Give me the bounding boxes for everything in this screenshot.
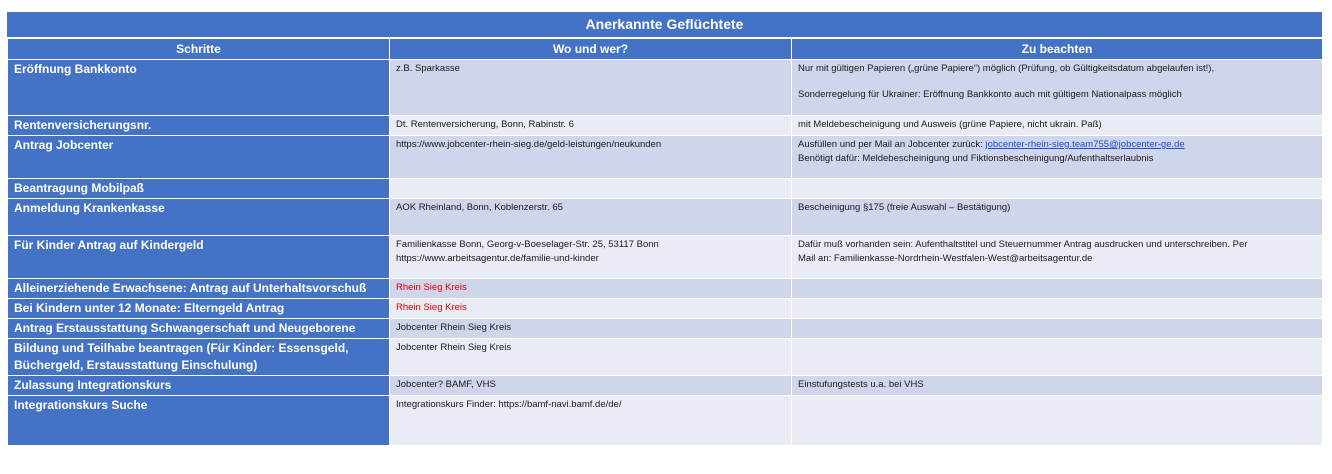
where-cell: Integrationskurs Finder: https://bamf-navi.bamf.de/de/ [390, 396, 792, 446]
steps-table [7, 38, 1323, 446]
table-row [8, 179, 1323, 199]
note-cell [792, 60, 1323, 116]
note-text-2: Sonderregelung für Ukrainer: Eröffnung Bankkonto auch mit gültigem Nationalpass möglich [798, 89, 1182, 100]
note-text: Dafür muß vorhanden sein: Aufenthaltstitel und Steuernummer Antrag ausdrucken und unterschreiben. Per [798, 239, 1248, 250]
step-cell: Bildung und Teilhabe beantragen (Für Kinder: Essensgeld, Büchergeld, Erstausstattung Einschulung) [8, 339, 390, 376]
step-cell: Eröffnung Bankkonto [8, 60, 390, 116]
table-row [8, 199, 1323, 236]
note-cell [792, 279, 1323, 299]
note-cell: Bescheinigung §175 (freie Auswahl – Bestätigung) [792, 199, 1323, 236]
where-cell: Rhein Sieg Kreis [390, 279, 792, 299]
note-cell: mit Meldebescheinigung und Ausweis (grüne Papiere, nicht ukrain. Paß) [792, 116, 1323, 136]
step-cell: Zulassung Integrationskurs [8, 376, 390, 396]
where-cell [390, 179, 792, 199]
note-cell: Einstufungstests u.a. bei VHS [792, 376, 1323, 396]
note-text-2: Mail an: Familienkasse-Nordrhein-Westfalen-West@arbeitsagentur.de [798, 253, 1093, 264]
step-cell: Alleinerziehende Erwachsene: Antrag auf Unterhaltsvorschuß [8, 279, 390, 299]
note-cell [792, 319, 1323, 339]
table-row [8, 136, 1323, 179]
table-row [8, 236, 1323, 279]
header-steps: Schritte [8, 39, 390, 60]
spreadsheet [7, 12, 1322, 446]
where-cell: z.B. Sparkasse [390, 60, 792, 116]
step-cell: Anmeldung Krankenkasse [8, 199, 390, 236]
where-cell: Rhein Sieg Kreis [390, 299, 792, 319]
step-cell: Integrationskurs Suche [8, 396, 390, 446]
where-cell: https://www.jobcenter-rhein-sieg.de/geld-leistungen/neukunden [390, 136, 792, 179]
email-link[interactable]: jobcenter-rhein-sieg.team755@jobcenter-ge.de [985, 139, 1185, 150]
table-row [8, 116, 1323, 136]
table-row [8, 319, 1323, 339]
header-row [8, 39, 1323, 60]
note-cell [792, 136, 1323, 179]
step-cell: Antrag Erstausstattung Schwangerschaft und Neugeborene [8, 319, 390, 339]
note-text-2: Benötigt dafür: Meldebescheinigung und Fiktionsbescheinigung/Aufenthaltserlaubnis [798, 153, 1154, 164]
where-cell: Jobcenter Rhein Sieg Kreis [390, 339, 792, 376]
where-cell: Jobcenter? BAMF, VHS [390, 376, 792, 396]
note-cell [792, 396, 1323, 446]
where-cell [390, 236, 792, 279]
table-row [8, 396, 1323, 446]
where-text: Familienkasse Bonn, Georg-v-Boeselager-Str. 25, 53117 Bonn [396, 239, 659, 250]
where-cell: Jobcenter Rhein Sieg Kreis [390, 319, 792, 339]
note-cell [792, 236, 1323, 279]
table-row [8, 339, 1323, 376]
step-cell: Antrag Jobcenter [8, 136, 390, 179]
step-cell: Beantragung Mobilpaß [8, 179, 390, 199]
where-cell: Dt. Rentenversicherung, Bonn, Rabinstr. 6 [390, 116, 792, 136]
note-cell [792, 299, 1323, 319]
note-cell [792, 179, 1323, 199]
step-cell: Für Kinder Antrag auf Kindergeld [8, 236, 390, 279]
table-row [8, 376, 1323, 396]
header-notes: Zu beachten [792, 39, 1323, 60]
note-cell [792, 339, 1323, 376]
table-row [8, 299, 1323, 319]
step-cell: Bei Kindern unter 12 Monate: Elterngeld Antrag [8, 299, 390, 319]
note-text: Ausfüllen und per Mail an Jobcenter zurück: [798, 139, 986, 150]
note-text: Nur mit gültigen Papieren („grüne Papiere“) möglich (Prüfung, ob Gültigkeitsdatum abgelaufen ist!), [798, 63, 1215, 74]
where-url: https://www.arbeitsagentur.de/familie-und-kinder [396, 253, 599, 264]
step-cell: Rentenversicherungsnr. [8, 116, 390, 136]
table-row [8, 279, 1323, 299]
table-row [8, 60, 1323, 116]
header-where: Wo und wer? [390, 39, 792, 60]
where-cell: AOK Rheinland, Bonn, Koblenzerstr. 65 [390, 199, 792, 236]
table-title: Anerkannte Geflüchtete [7, 12, 1322, 38]
